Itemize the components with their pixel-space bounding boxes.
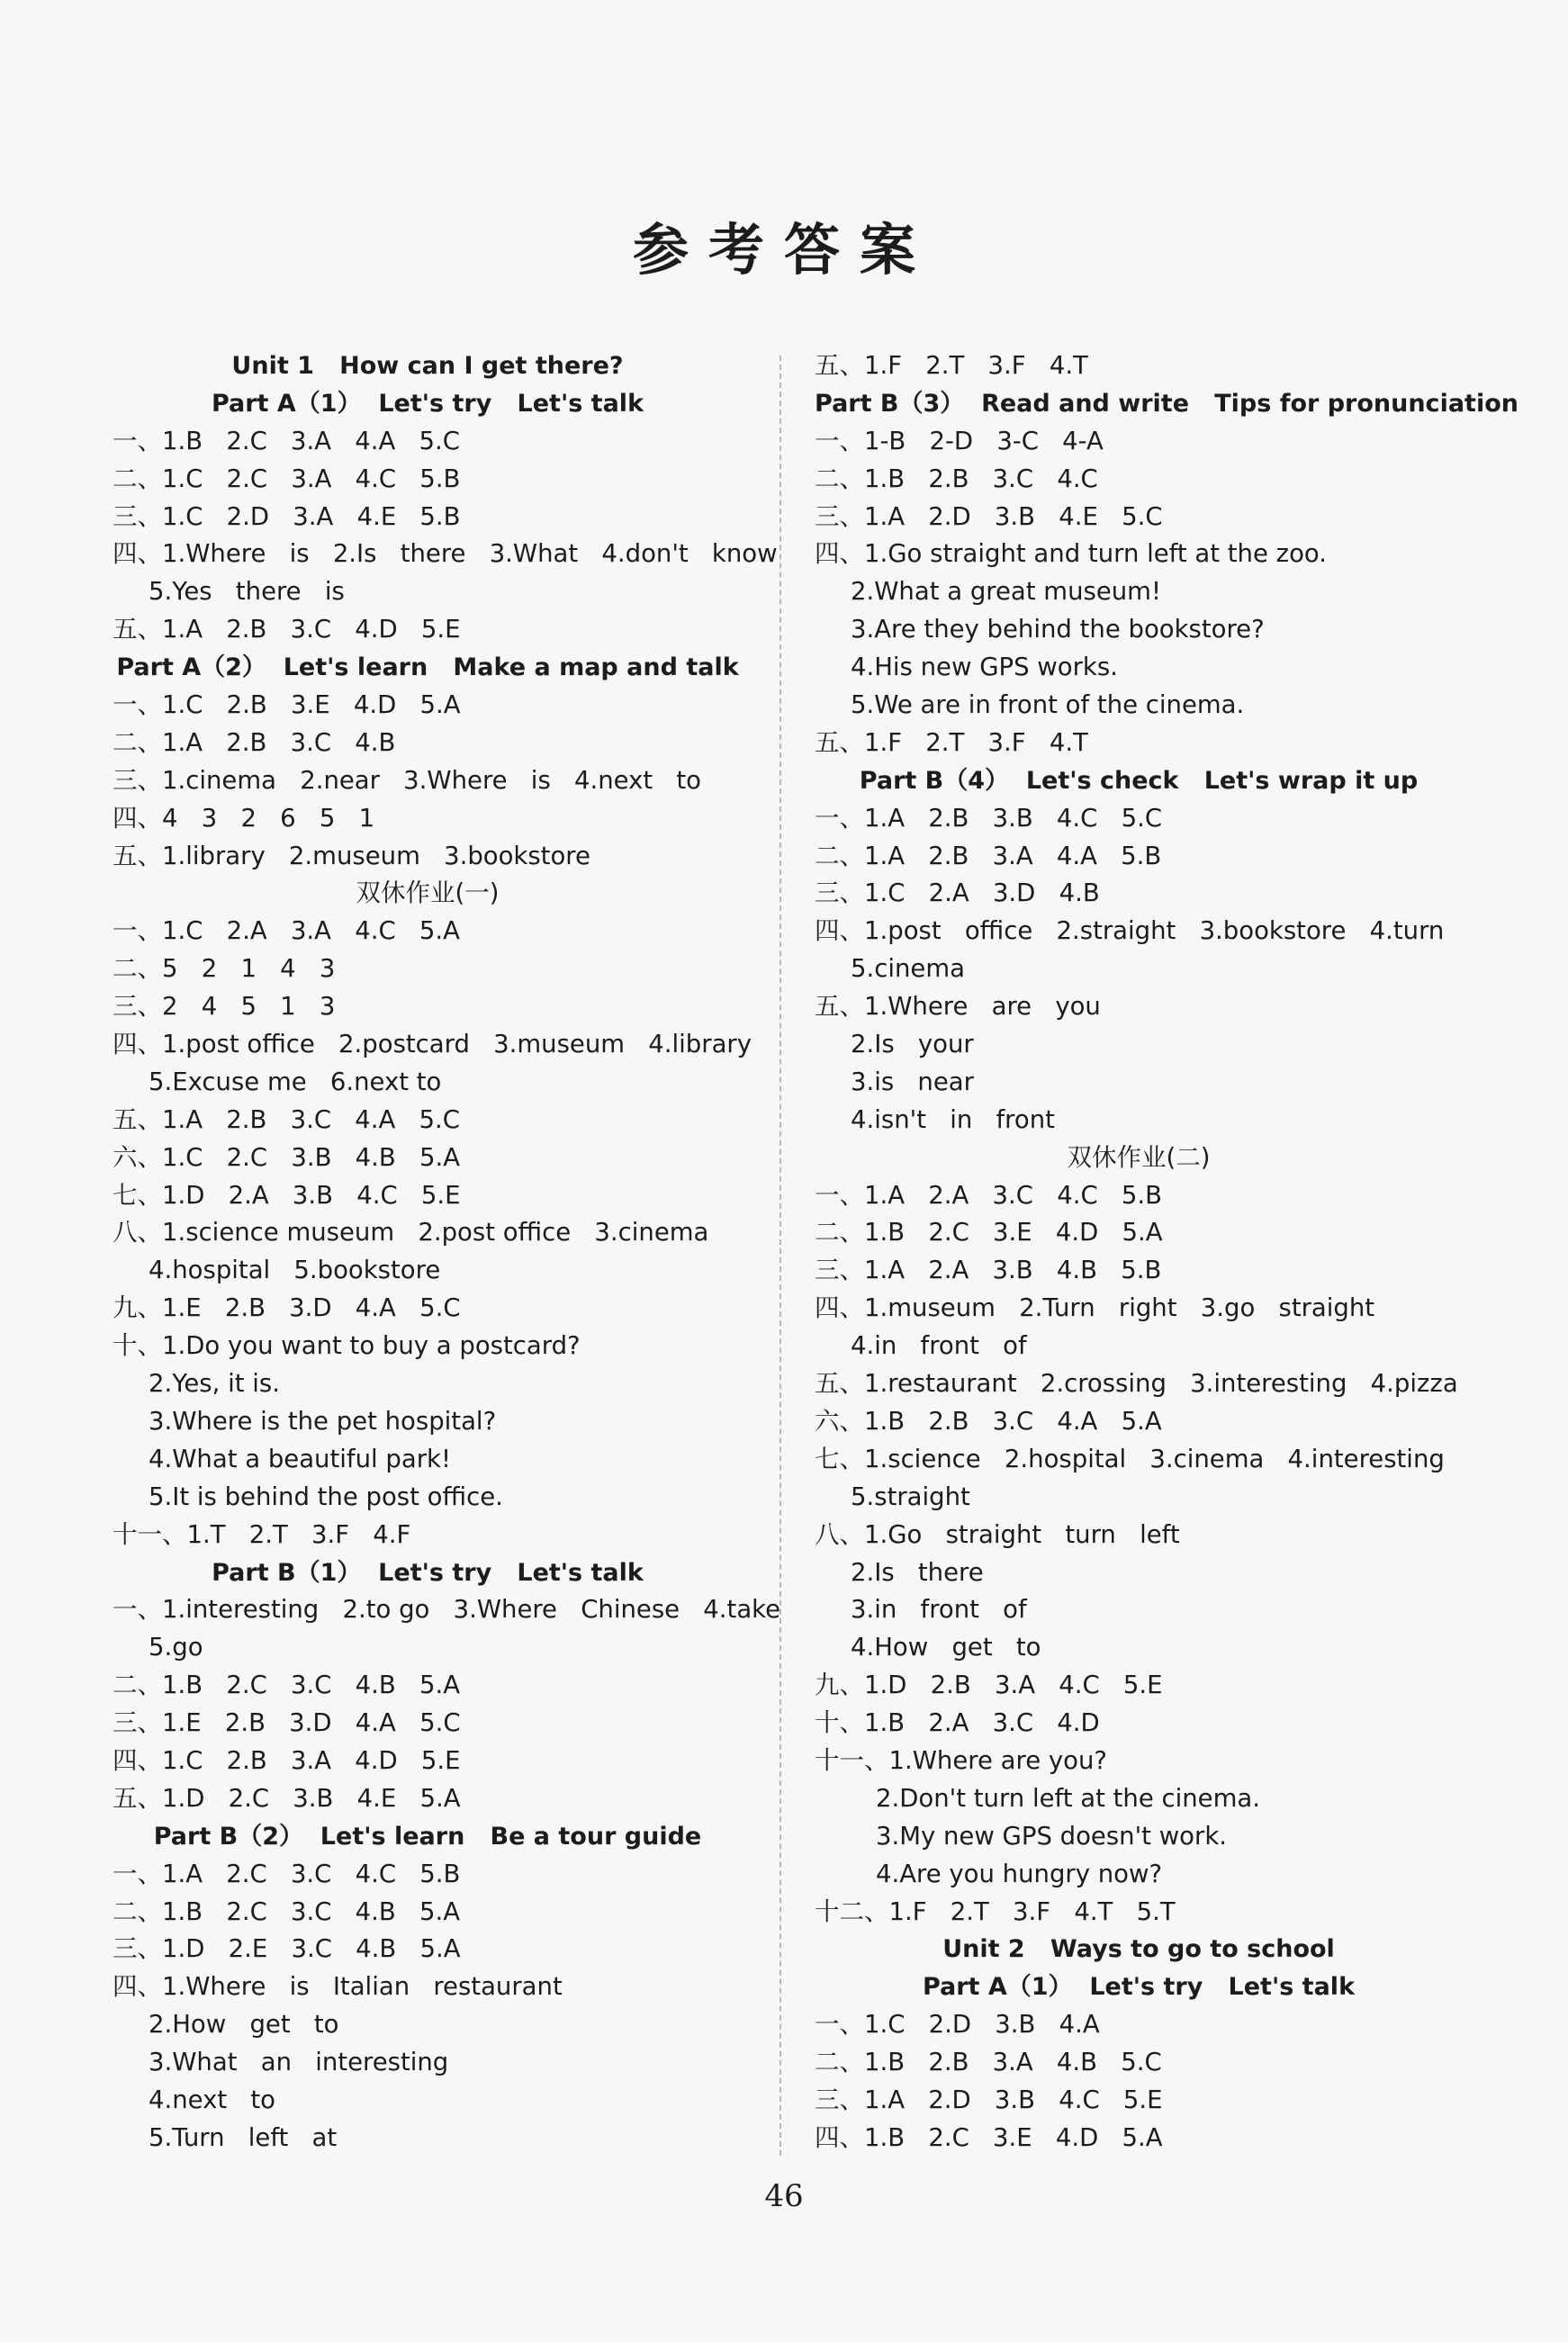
answer-line: 一、1.C 2.D 3.B 4.A <box>815 2010 1100 2040</box>
answer-line: 4.in front of <box>851 1331 1027 1361</box>
answer-line: 5.Yes there is <box>149 577 345 607</box>
answer-line: 八、1.Go straight turn left <box>815 1519 1180 1549</box>
section-heading: Part B（4） Let's check Let's wrap it up <box>859 766 1419 795</box>
answer-line: 三、1.A 2.D 3.B 4.C 5.E <box>815 2085 1163 2114</box>
answer-line: 四、1.Where is 2.Is there 3.What 4.don't know <box>113 539 778 569</box>
answer-line: 五、1.A 2.B 3.C 4.D 5.E <box>113 615 461 644</box>
answer-line: 5.We are in front of the cinema. <box>851 690 1245 720</box>
answer-line: 三、1.E 2.B 3.D 4.A 5.C <box>113 1708 461 1738</box>
answer-line: 四、1.B 2.C 3.E 4.D 5.A <box>815 2122 1163 2152</box>
section-heading: Part A（1） Let's try Let's talk <box>922 1973 1356 2002</box>
answer-line: 二、1.B 2.C 3.C 4.B 5.A <box>113 1896 461 1926</box>
answer-line: 3.What an interesting <box>149 2048 449 2077</box>
right-answer-column <box>815 347 1518 2157</box>
section-heading: Part A（2） Let's learn Make a map and talk <box>116 653 739 682</box>
answer-line: 4.next to <box>149 2085 275 2114</box>
answer-line: 二、1.A 2.B 3.C 4.B <box>113 727 396 757</box>
answer-line: 七、1.science 2.hospital 3.cinema 4.interesting <box>815 1444 1445 1473</box>
answer-line: 三、2 4 5 1 3 <box>113 992 336 1022</box>
answer-line: 一、1.A 2.A 3.C 4.C 5.B <box>815 1180 1162 1210</box>
left-answer-column <box>113 347 781 2157</box>
answer-line: 三、1.D 2.E 3.C 4.B 5.A <box>113 1934 461 1964</box>
answer-line: 2.How get to <box>149 2010 339 2040</box>
answer-line: 四、1.post office 2.straight 3.bookstore 4.turn <box>815 916 1445 946</box>
answer-line: 2.Is there <box>851 1557 984 1587</box>
answer-line: 九、1.E 2.B 3.D 4.A 5.C <box>113 1293 461 1323</box>
answer-line: 一、1-B 2-D 3-C 4-A <box>815 426 1104 455</box>
answer-line: 一、1.C 2.B 3.E 4.D 5.A <box>113 690 461 720</box>
answer-line: 三、1.A 2.A 3.B 4.B 5.B <box>815 1256 1162 1285</box>
answer-line: 5.go <box>149 1633 203 1662</box>
answer-line: 2.What a great museum! <box>851 577 1161 607</box>
answer-line: 五、1.library 2.museum 3.bookstore <box>113 841 590 870</box>
answer-line: 4.His new GPS works. <box>851 653 1118 682</box>
answer-line: 三、1.cinema 2.near 3.Where is 4.next to <box>113 765 701 795</box>
answer-line: 七、1.D 2.A 3.B 4.C 5.E <box>113 1180 461 1210</box>
answer-line: 5.It is behind the post office. <box>149 1482 503 1511</box>
answer-line: 四、1.Where is Italian restaurant <box>113 1972 563 2002</box>
answer-line: 二、1.A 2.B 3.A 4.A 5.B <box>815 841 1162 870</box>
answer-line: 4.How get to <box>851 1633 1041 1662</box>
section-heading: Unit 2 Ways to go to school <box>942 1935 1335 1964</box>
section-heading: Unit 1 How can I get there? <box>231 352 624 380</box>
answer-line: 双休作业(二) <box>1067 1142 1211 1172</box>
answer-line: 五、1.F 2.T 3.F 4.T <box>815 351 1088 380</box>
answer-line: 四、1.C 2.B 3.A 4.D 5.E <box>113 1745 461 1775</box>
answer-line: 3.in front of <box>851 1595 1027 1625</box>
answer-line: 三、1.A 2.D 3.B 4.E 5.C <box>815 501 1163 531</box>
answer-line: 5.Excuse me 6.next to <box>149 1067 442 1096</box>
answer-line: 一、1.A 2.C 3.C 4.C 5.B <box>113 1859 461 1888</box>
answer-line: 三、1.C 2.D 3.A 4.E 5.B <box>113 501 461 531</box>
answer-line: 五、1.restaurant 2.crossing 3.interesting 4.pizza <box>815 1369 1458 1399</box>
column-divider <box>779 356 781 2156</box>
section-heading: Part B（1） Let's try Let's talk <box>212 1558 644 1587</box>
answer-line: 4.Are you hungry now? <box>876 1859 1163 1888</box>
answer-line: 一、1.B 2.C 3.A 4.A 5.C <box>113 426 460 455</box>
answer-line: 3.Where is the pet hospital? <box>149 1406 497 1436</box>
answer-line: 5.straight <box>851 1482 970 1511</box>
section-heading: Part A（1） Let's try Let's talk <box>211 389 644 418</box>
page-title: 参考答案 <box>632 217 935 283</box>
answer-line: 四、1.Go straight and turn left at the zoo. <box>815 539 1327 569</box>
answer-line: 八、1.science museum 2.post office 3.cinema <box>113 1218 709 1248</box>
answer-line: 5.Turn left at <box>149 2122 338 2152</box>
answer-line: 2.Is your <box>851 1030 974 1059</box>
answer-line: 4.hospital 5.bookstore <box>149 1256 441 1285</box>
answer-line: 十、1.Do you want to buy a postcard? <box>113 1331 581 1361</box>
section-heading: Part B（2） Let's learn Be a tour guide <box>153 1822 702 1851</box>
answer-line: 一、1.A 2.B 3.B 4.C 5.C <box>815 803 1163 833</box>
answer-line: 四、1.post office 2.postcard 3.museum 4.library <box>113 1030 752 1059</box>
answer-line: 一、1.C 2.A 3.A 4.C 5.A <box>113 916 460 946</box>
answer-line: 六、1.C 2.C 3.B 4.B 5.A <box>113 1142 461 1172</box>
answer-line: 六、1.B 2.B 3.C 4.A 5.A <box>815 1406 1162 1436</box>
answer-line: 四、1.museum 2.Turn right 3.go straight <box>815 1293 1375 1323</box>
section-heading: Part B（3） Read and write Tips for pronunciation <box>815 389 1518 418</box>
answer-line: 4.What a beautiful park! <box>149 1444 451 1473</box>
answer-line: 三、1.C 2.A 3.D 4.B <box>815 878 1100 908</box>
answer-line: 五、1.D 2.C 3.B 4.E 5.A <box>113 1783 461 1813</box>
answer-line: 双休作业(一) <box>356 878 500 908</box>
answer-line: 一、1.interesting 2.to go 3.Where Chinese 4.take <box>113 1595 781 1625</box>
answer-line: 五、1.A 2.B 3.C 4.A 5.C <box>113 1104 460 1134</box>
answer-line: 二、1.B 2.B 3.C 4.C <box>815 464 1098 493</box>
answer-line: 3.Are they behind the bookstore? <box>851 615 1265 644</box>
answer-line: 五、1.Where are you <box>815 992 1101 1022</box>
answer-line: 十一、1.Where are you? <box>815 1745 1107 1775</box>
answer-line: 四、4 3 2 6 5 1 <box>113 803 375 833</box>
answer-line: 二、5 2 1 4 3 <box>113 954 336 984</box>
page-number: 46 <box>764 2178 804 2214</box>
answer-line: 5.cinema <box>851 954 965 984</box>
answer-line: 二、1.C 2.C 3.A 4.C 5.B <box>113 464 461 493</box>
answer-line: 十二、1.F 2.T 3.F 4.T 5.T <box>815 1896 1176 1926</box>
answer-line: 3.My new GPS doesn't work. <box>876 1821 1227 1851</box>
answer-line: 十一、1.T 2.T 3.F 4.F <box>113 1519 411 1549</box>
answer-line: 二、1.B 2.C 3.E 4.D 5.A <box>815 1218 1163 1248</box>
answer-line: 五、1.F 2.T 3.F 4.T <box>815 727 1088 757</box>
answer-line: 3.is near <box>851 1067 974 1096</box>
answer-line: 十、1.B 2.A 3.C 4.D <box>815 1708 1100 1738</box>
answer-line: 2.Don't turn left at the cinema. <box>876 1783 1260 1813</box>
answer-line: 九、1.D 2.B 3.A 4.C 5.E <box>815 1671 1163 1700</box>
answer-line: 二、1.B 2.C 3.C 4.B 5.A <box>113 1671 461 1700</box>
answer-line: 2.Yes, it is. <box>149 1369 280 1399</box>
answer-line: 二、1.B 2.B 3.A 4.B 5.C <box>815 2048 1162 2077</box>
answer-line: 4.isn't in front <box>851 1104 1055 1134</box>
